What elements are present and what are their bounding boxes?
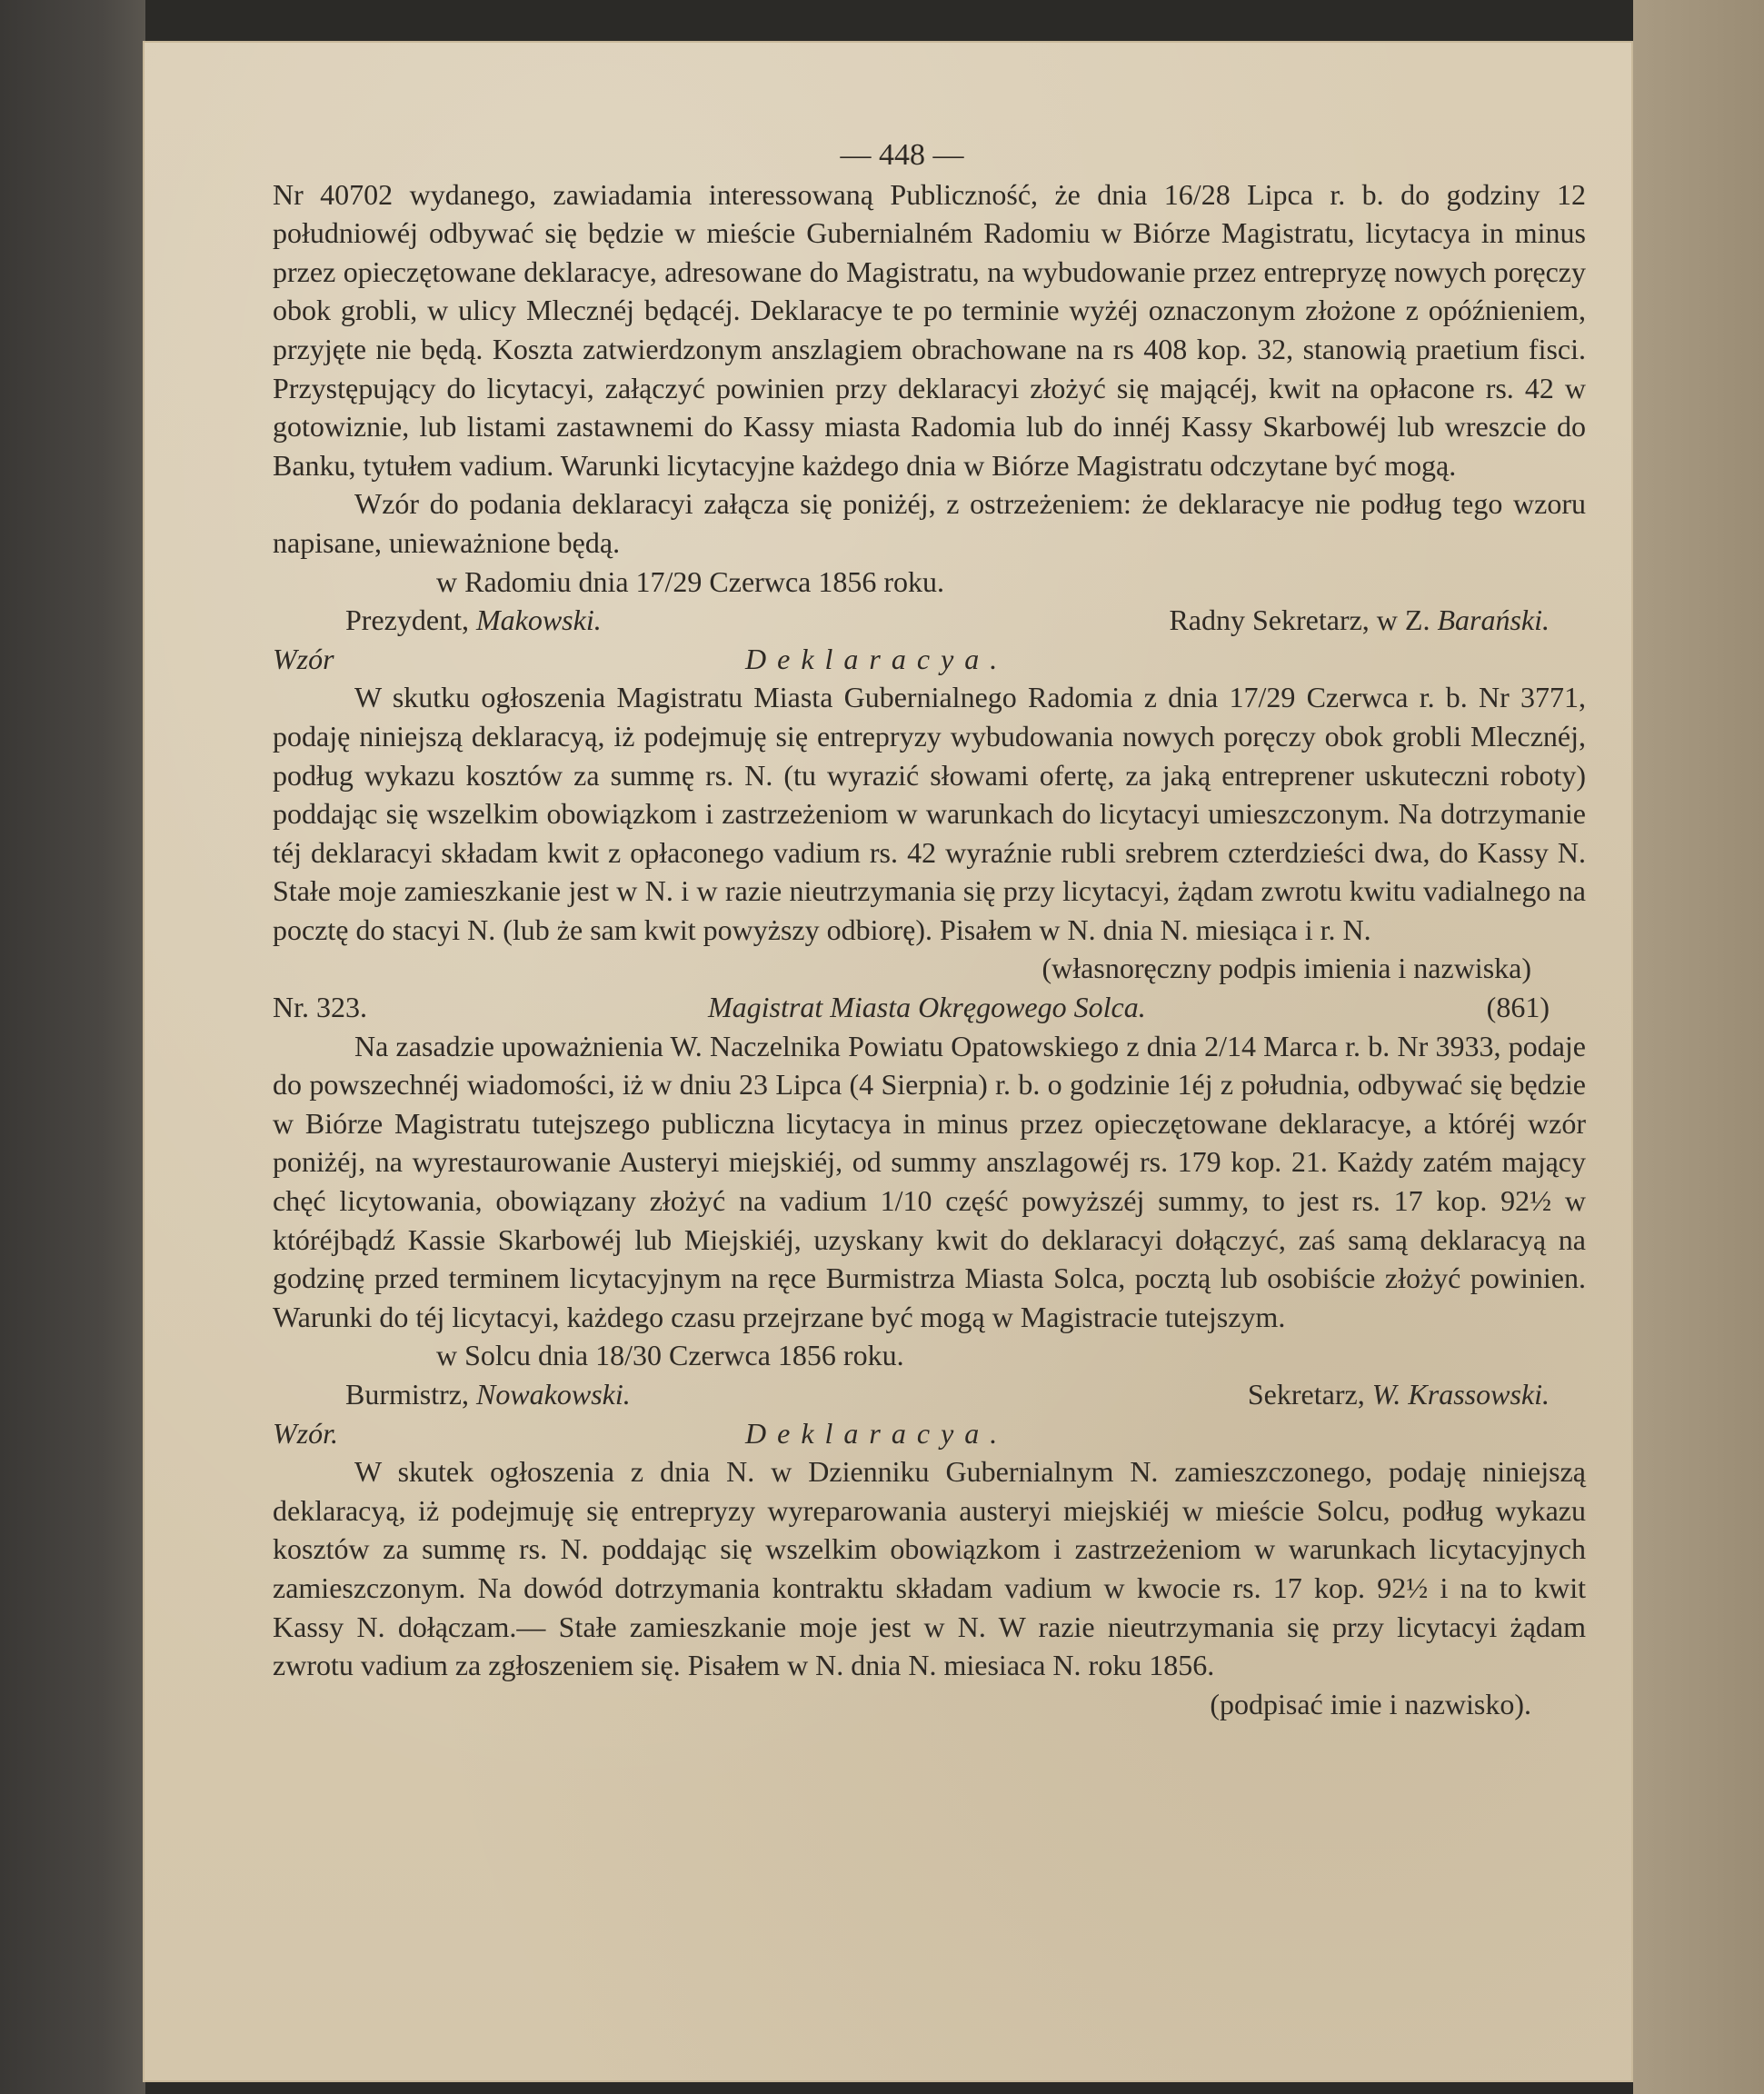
declaration-heading (273, 1414, 1586, 1453)
announcement-number: Nr. 323. (273, 991, 367, 1024)
signatures (273, 601, 1586, 640)
page-edge-right (1633, 0, 1764, 2094)
signatures (273, 1375, 1586, 1414)
announcement-body: Na zasadzie upoważnienia W. Naczelnika Powiatu Opatowskiego z dnia 2/14 Marca r. b. Nr 3933, podaje do powszechnéj wiadomości, iż w dniu 23 Lipca (4 Sierpnia) r. b. o godzinie 1éj z południa, odbywać się będzie w Biórze Magistratu tutejszego publiczna licytacya in minus przez opieczętowane deklaracye, a któréj wzór poniżéj, na wyrestaurowanie Austeryi miejskiéj, od summy anszlagowéj rs. 179 kop. 21. Każdy zatém mający chęć licytowania, obowiązany złożyć na vadium 1/10 część powyższéj summy, to jest rs. 17 kop. 92½ w któréjbądź Kassie Skarbowéj lub Miejskiéj, uzyskany kwit do deklaracyi dołączyć, zaś samą deklaracyą na godzinę przed terminem licytacyjnym na ręce Burmistrza Miasta Solca, pocztą lub osobiście złożyć powinien. Warunki do téj licytacyi, każdego czasu przejrzane być mogą w Magistracie tutejszym. (273, 1029, 1586, 1333)
announcement-issuer: Magistrat Miasta Okręgowego Solca. (707, 991, 1146, 1024)
place-date: w Radomiu dnia 17/29 Czerwca 1856 roku. (436, 564, 944, 598)
announcement-header (273, 988, 1586, 1027)
declaration-title: Deklaracya. (745, 1416, 1009, 1450)
signature-left: Prezydent, Makowski. (345, 603, 602, 637)
signature-right: Radny Sekretarz, w Z. Barański. (1169, 603, 1550, 637)
declaration-signature: (własnoręczny podpis imienia i nazwiska) (1041, 952, 1531, 985)
declaration-heading (273, 640, 1586, 679)
signature-left: Burmistrz, Nowakowski. (345, 1378, 631, 1411)
announcement-radom (273, 175, 1586, 988)
page-number: — 448 — (840, 138, 964, 172)
announcement-ref: (861) (1486, 991, 1550, 1024)
declaration-signature: (podpisać imie i nazwisko). (1210, 1687, 1531, 1720)
book-spine-shadow (0, 0, 145, 2094)
declaration-text: W skutku ogłoszenia Magistratu Miasta Gubernialnego Radomia z dnia 17/29 Czerwca r. b. Nr 3771, podaję niniejszą deklaracyą, iż podejmuję się entrepryzy wybudowania nowych poręczy obok grobli Mlecznéj, podług wykazu kosztów za summę rs. N. (tu wyrazić słowami ofertę, za jaką entreprener uskuteczni roboty) poddając się wszelkim obowiązkom i zastrzeżeniom w warunkach do licytacyi umieszczonym. Na dotrzymanie téj deklaracyi składam kwit z opłaconego vadium rs. 42 wyraźnie rubli srebrem czterdzieści dwa, do Kassy N. Stałe moje zamieszkanie jest w N. i w razie nieutrzymania się przy licytacyi, żądam zwrotu kwitu vadialnego na pocztę do stacyi N. (lub że sam kwit powyższy odbiorę). Pisałem w N. dnia N. miesiąca i r. N. (273, 681, 1586, 946)
announcement-note: Wzór do podania deklaracyi załącza się poniżéj, z ostrzeżeniem: że deklaracye nie podług tego wzoru napisane, unieważnione będą. (273, 487, 1586, 559)
declaration-title: Deklaracya. (745, 642, 1009, 675)
declaration-text: W skutek ogłoszenia z dnia N. w Dzienniku Gubernialnym N. zamieszczonego, podaję niniejszą deklaracyą, iż podejmuję się entrepryzy wyreparowania austeryi miejskiéj w mieście Solcu, podług wykazu kosztów za summę rs. N. poddając się wszelkim obowiązkom i zastrzeżeniom w warunkach licytacyjnych zamieszczonym. Na dowód dotrzymania kontraktu składam vadium w kwocie rs. 17 kop. 92½ i na to kwit Kassy N. dołączam.— Stałe zamieszkanie moje jest w N. W razie nieutrzymania się przy licytacyi żądam zwrotu vadium za zgłoszeniem się. Pisałem w N. dnia N. miesiaca N. roku 1856. (273, 1455, 1586, 1682)
signature-right: Sekretarz, W. Krassowski. (1247, 1378, 1550, 1411)
page-content (273, 136, 1586, 1723)
place-date: w Solcu dnia 18/30 Czerwca 1856 roku. (436, 1339, 904, 1372)
announcement-solec (273, 988, 1586, 1723)
wzor-label: Wzór. (273, 1416, 339, 1450)
announcement-body: Nr 40702 wydanego, zawiadamia interessowaną Publiczność, że dnia 16/28 Lipca r. b. do godziny 12 południowéj odbywać się będzie w mieście Gubernialném Radomiu w Biórze Magistratu, licytacya in minus przez opieczętowane deklaracye, adresowane do Magistratu, na wybudowanie przez entrepryzę nowych poręczy obok grobli, w ulicy Mlecznéj będącéj. Deklaracye te po terminie wyżéj oznaczonym złożone z opóźnieniem, przyjęte nie będą. Koszta zatwierdzonym anszlagiem obrachowane na rs 408 kop. 32, stanowią praetium fisci. Przystępujący do licytacyi, załączyć powinien przy deklaracyi złożyć się mającéj, kwit na opłacone rs. 42 w gotowiznie, lub listami zastawnemi do Kassy miasta Radomia lub do innéj Kassy Skarbowéj lub wreszcie do Banku, tytułem vadium. Warunki licytacyjne każdego dnia w Biórze Magistratu odczytane być mogą. (273, 177, 1586, 482)
wzor-label: Wzór (273, 642, 334, 675)
